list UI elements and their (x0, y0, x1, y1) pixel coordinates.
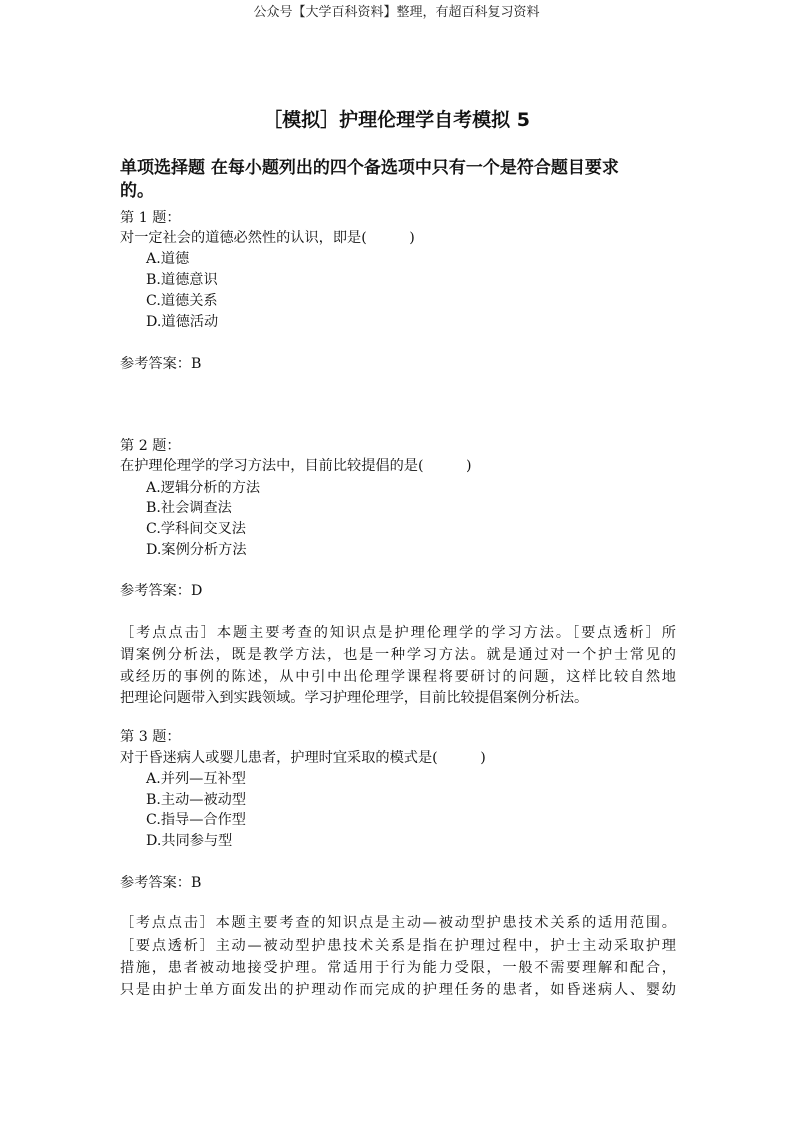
question-text: 对于昏迷病人或婴儿患者，护理时宜采取的模式是( ) (120, 750, 486, 766)
page-header: 公众号【大学百科资料】整理，有超百科复习资料 (253, 5, 540, 20)
explanation-line: 只是由护士单方面发出的护理动作而完成的护理任务的患者，如昏迷病人、婴幼 (120, 982, 676, 998)
option: B.社会调查法 (146, 500, 232, 516)
question-label: 第 2 题： (120, 438, 181, 454)
option: D.共同参与型 (146, 833, 233, 849)
option: A.并列—互补型 (146, 771, 246, 787)
answer: 参考答案：B (120, 875, 202, 891)
option: A.道德 (146, 251, 190, 267)
answer: 参考答案：B (120, 356, 202, 372)
answer: 参考答案：D (120, 583, 203, 599)
explanation-line: 把理论问题带入到实践领域。学习护理伦理学，目前比较提倡案例分析法。 (120, 690, 589, 706)
explanation-line: ［要点透析］主动—被动型护患技术关系是指在护理过程中，护士主动采取护理 (120, 938, 676, 954)
explanation-line: 措施，患者被动地接受护理。常适用于行为能力受限，一般不需要理解和配合， (120, 960, 676, 976)
option: D.道德活动 (146, 314, 219, 330)
option: D.案例分析方法 (146, 542, 247, 558)
option: C.道德关系 (146, 293, 218, 309)
question-text: 对一定社会的道德必然性的认识，即是( ) (120, 230, 415, 246)
question-text: 在护理伦理学的学习方法中，目前比较提倡的是( ) (120, 458, 472, 474)
option: C.学科间交叉法 (146, 521, 246, 537)
question-label: 第 1 题： (120, 210, 181, 226)
question-label: 第 3 题： (120, 729, 181, 745)
document-title: ［模拟］护理伦理学自考模拟 5 (263, 109, 530, 131)
option: A.逻辑分析的方法 (146, 480, 261, 496)
option: B.道德意识 (146, 272, 218, 288)
explanation-line: 或经历的事例的陈述，从中引中出伦理学课程将要研讨的问题，这样比较自然地 (120, 669, 676, 685)
section-heading-cont: 的。 (120, 181, 154, 201)
explanation-line: ［考点点击］本题主要考查的知识点是主动—被动型护患技术关系的适用范围。 (120, 915, 676, 931)
option: B.主动—被动型 (146, 792, 247, 808)
option: C.指导—合作型 (146, 812, 246, 828)
explanation-line: 谓案例分析法，既是教学方法，也是一种学习方法。就是通过对一个护士常见的 (120, 647, 676, 663)
explanation-line: ［考点点击］本题主要考查的知识点是护理伦理学的学习方法。［要点透析］所 (120, 625, 676, 641)
section-heading: 单项选择题 在每小题列出的四个备选项中只有一个是符合题目要求 (120, 158, 619, 178)
